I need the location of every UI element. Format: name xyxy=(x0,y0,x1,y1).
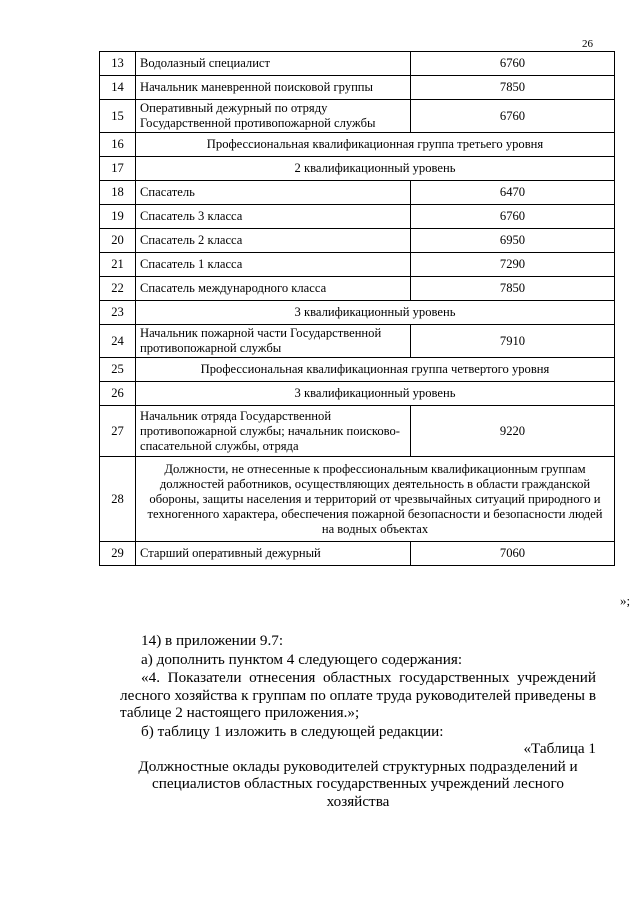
salary-value: 7850 xyxy=(411,76,615,100)
row-number: 17 xyxy=(100,157,136,181)
row-number: 22 xyxy=(100,277,136,301)
table-row xyxy=(100,358,615,382)
table-row xyxy=(100,301,615,325)
row-number: 18 xyxy=(100,181,136,205)
page-number: 26 xyxy=(582,38,593,50)
table-caption-number: «Таблица 1 xyxy=(523,740,596,757)
row-number: 20 xyxy=(100,229,136,253)
group-heading: 3 квалификационный уровень xyxy=(136,301,615,325)
table-row xyxy=(100,253,615,277)
position-name: Оперативный дежурный по отряду Государственной противопожарной службы xyxy=(136,100,411,133)
row-number: 29 xyxy=(100,542,136,566)
table-row xyxy=(100,100,615,133)
salary-value: 9220 xyxy=(411,406,615,457)
position-name: Спасатель 2 класса xyxy=(136,229,411,253)
position-name: Спасатель xyxy=(136,181,411,205)
row-number: 14 xyxy=(100,76,136,100)
group-heading: Профессиональная квалификационная группа четвертого уровня xyxy=(136,358,615,382)
item-b: б) таблицу 1 изложить в следующей редакции: xyxy=(141,723,444,740)
salary-value: 7850 xyxy=(411,277,615,301)
row-number: 25 xyxy=(100,358,136,382)
group-heading: 3 квалификационный уровень xyxy=(136,382,615,406)
salary-value: 6470 xyxy=(411,181,615,205)
table-row xyxy=(100,406,615,457)
row-number: 19 xyxy=(100,205,136,229)
salary-value: 7290 xyxy=(411,253,615,277)
position-name: Водолазный специалист xyxy=(136,52,411,76)
row-number: 15 xyxy=(100,100,136,133)
position-name: Спасатель 3 класса xyxy=(136,205,411,229)
salary-value: 6760 xyxy=(411,205,615,229)
group-heading: 2 квалификационный уровень xyxy=(136,157,615,181)
salary-value: 7910 xyxy=(411,325,615,358)
table-row xyxy=(100,52,615,76)
position-name: Начальник маневренной поисковой группы xyxy=(136,76,411,100)
position-name: Спасатель международного класса xyxy=(136,277,411,301)
table-row xyxy=(100,382,615,406)
group-heading: Должности, не отнесенные к профессиональным квалификационным группам должностей работников, осуществляющих деятельность в области гражданской обороны, защиты населения и территорий от чрезвычайных ситуаций природного и техногенного характера, обеспечения пожарной безопасности и безопасности людей на водных объектах xyxy=(136,457,615,542)
row-number: 24 xyxy=(100,325,136,358)
table-caption xyxy=(120,740,596,810)
item-14: 14) в приложении 9.7: xyxy=(141,632,284,649)
row-number: 23 xyxy=(100,301,136,325)
salary-value: 6950 xyxy=(411,229,615,253)
salary-value: 7060 xyxy=(411,542,615,566)
salary-value: 6760 xyxy=(411,100,615,133)
row-number: 27 xyxy=(100,406,136,457)
row-number: 28 xyxy=(100,457,136,542)
position-name: Начальник пожарной части Государственной противопожарной службы xyxy=(136,325,411,358)
group-heading: Профессиональная квалификационная группа третьего уровня xyxy=(136,133,615,157)
quoted-paragraph: «4. Показатели отнесения областных государственных учреждений лесного хозяйства к группам по оплате труда руководителей приведены в таблице 2 настоящего приложения.»; xyxy=(120,669,596,722)
row-number: 13 xyxy=(100,52,136,76)
table-row xyxy=(100,457,615,542)
row-number: 16 xyxy=(100,133,136,157)
table-row xyxy=(100,205,615,229)
salary-value: 6760 xyxy=(411,52,615,76)
salary-table-body xyxy=(100,52,615,566)
table-row xyxy=(100,157,615,181)
table-row xyxy=(100,542,615,566)
position-name: Спасатель 1 класса xyxy=(136,253,411,277)
table-row xyxy=(100,229,615,253)
salary-table xyxy=(99,51,615,566)
table-row xyxy=(100,181,615,205)
position-name: Старший оперативный дежурный xyxy=(136,542,411,566)
table-caption-title: Должностные оклады руководителей структурных подразделений и специалистов областных государственных учреждений лесного хозяйства xyxy=(138,757,578,810)
table-row xyxy=(100,325,615,358)
table-row xyxy=(100,133,615,157)
position-name: Начальник отряда Государственной противопожарной службы; начальник поисково-спасательной службы, отряда xyxy=(136,406,411,457)
row-number: 26 xyxy=(100,382,136,406)
table-row xyxy=(100,76,615,100)
item-a: а) дополнить пунктом 4 следующего содержания: xyxy=(141,651,463,668)
table-row xyxy=(100,277,615,301)
row-number: 21 xyxy=(100,253,136,277)
closing-quote-mark: »; xyxy=(620,593,631,608)
